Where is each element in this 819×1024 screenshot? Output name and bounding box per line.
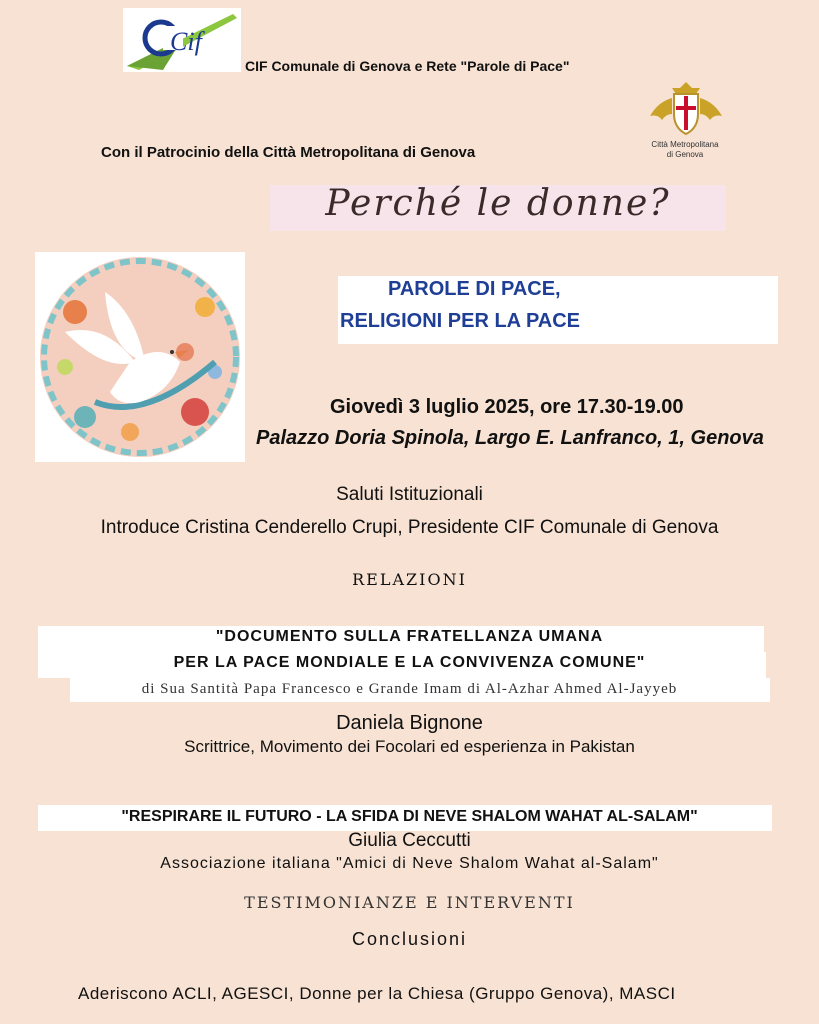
- event-date: Giovedì 3 luglio 2025, ore 17.30-19.00: [330, 396, 684, 418]
- event-title-line1: PAROLE DI PACE,: [388, 278, 561, 300]
- talk2-title: "RESPIRARE IL FUTURO - LA SFIDA DI NEVE SHALOM WAHAT AL-SALAM": [121, 808, 698, 825]
- reports-heading: RELAZIONI: [352, 570, 467, 589]
- cif-logo-text: Cif: [170, 27, 202, 56]
- dove-illustration: [35, 252, 245, 462]
- script-title: Perché le donne?: [325, 183, 671, 224]
- testimonies-heading: TESTIMONIANZE E INTERVENTI: [244, 893, 575, 912]
- adherents: Aderiscono ACLI, AGESCI, Donne per la Chiesa (Gruppo Genova), MASCI: [78, 984, 676, 1003]
- talk1-title-line1: "DOCUMENTO SULLA FRATELLANZA UMANA: [215, 628, 604, 645]
- cif-logo: [123, 8, 241, 72]
- talk1-title-line2: PER LA PACE MONDIALE E LA CONVIVENZA COMUNE": [173, 654, 646, 671]
- patronage-text: Con il Patrocinio della Città Metropolitana di Genova: [101, 144, 476, 161]
- greetings: Saluti Istituzionali: [336, 484, 483, 505]
- seal-caption: [630, 140, 740, 160]
- introduction: Introduce Cristina Cenderello Crupi, Presidente CIF Comunale di Genova: [100, 517, 719, 538]
- dove-icon: [35, 252, 245, 462]
- event-title-line2: RELIGIONI PER LA PACE: [340, 310, 581, 332]
- organizer-line: CIF Comunale di Genova e Rete "Parole di Pace": [245, 58, 570, 74]
- conclusions: Conclusioni: [351, 929, 468, 949]
- talk1-speaker-desc: Scrittrice, Movimento dei Focolari ed esperienza in Pakistan: [184, 737, 635, 756]
- talk2-speaker-desc: Associazione italiana "Amici di Neve Shalom Wahat al-Salam": [160, 855, 659, 872]
- event-venue: Palazzo Doria Spinola, Largo E. Lanfranco, 1, Genova: [256, 427, 764, 449]
- talk1-subtitle: di Sua Santità Papa Francesco e Grande Imam di Al-Azhar Ahmed Al-Jayyeb: [141, 681, 678, 697]
- talk1-speaker: Daniela Bignone: [336, 712, 483, 734]
- cif-logo-graphic: [123, 8, 241, 72]
- seal-caption-line1: Città Metropolitana: [651, 140, 719, 149]
- talk2-speaker: Giulia Ceccutti: [348, 830, 471, 851]
- seal-caption-line2: di Genova: [666, 150, 704, 159]
